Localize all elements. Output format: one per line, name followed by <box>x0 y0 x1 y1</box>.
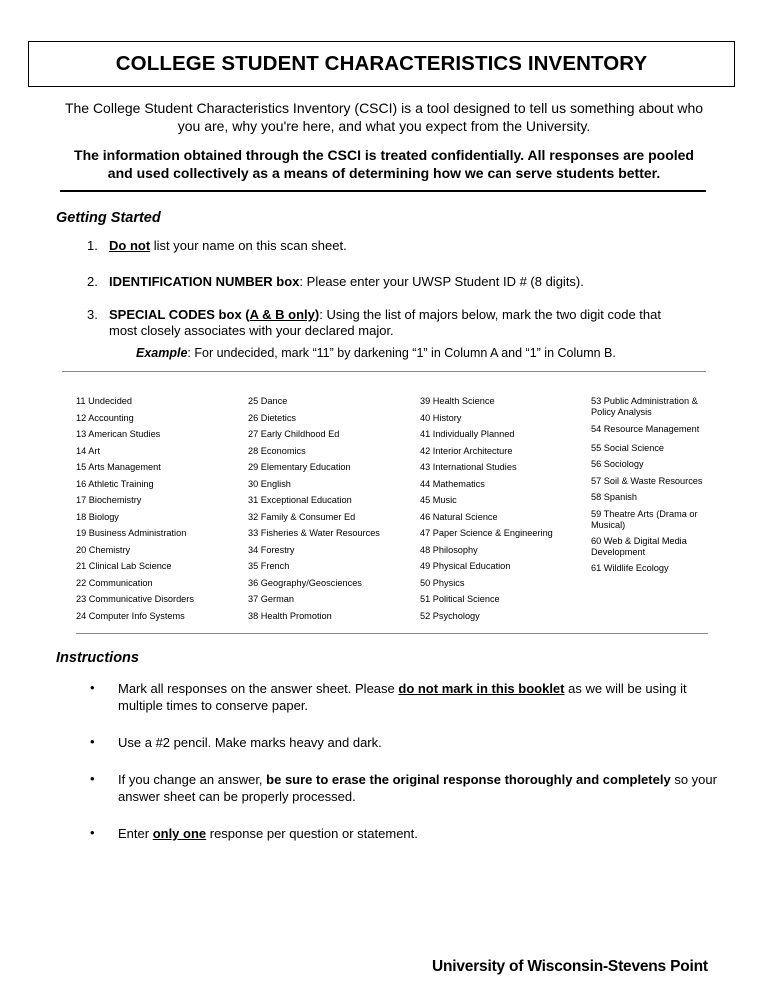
major-item: 14 Art <box>76 445 101 456</box>
major-item: 54 Resource Management <box>591 424 700 434</box>
major-item: 28 Economics <box>248 445 306 456</box>
bullet-1: • <box>90 680 95 695</box>
major-item: 19 Business Administration <box>76 528 187 538</box>
example-label: Example <box>136 346 188 360</box>
major-item: 23 Communicative Disorders <box>76 594 194 604</box>
major-item: 49 Physical Education <box>420 561 511 571</box>
step-emphasis: Do not <box>109 238 151 253</box>
example-note <box>136 346 616 360</box>
major-item: 53 Public Administration & Policy Analysis <box>591 396 698 417</box>
major-item: 43 International Studies <box>420 462 517 472</box>
major-item: 36 Geography/Geosciences <box>248 577 362 588</box>
major-item: 20 Chemistry <box>76 544 131 555</box>
confidentiality-notice: The information obtained through the CSCI is treated confidentially. All responses are pooled and used collectively as a means of determining how we can serve students better. <box>74 147 694 181</box>
major-item: 41 Individually Planned <box>420 429 515 439</box>
major-item: 13 American Studies <box>76 429 161 439</box>
major-item: 32 Family & Consumer Ed <box>248 511 356 522</box>
major-item: 50 Physics <box>420 577 465 588</box>
step-text: : Please enter your UWSP Student ID # (8 digits). <box>299 274 584 289</box>
major-item: 35 French <box>248 561 290 571</box>
instruction-2: Use a #2 pencil. Make marks heavy and dark. <box>118 735 382 750</box>
major-item: 58 Spanish <box>591 492 637 502</box>
step-emphasis: IDENTIFICATION NUMBER box <box>109 274 300 289</box>
major-item: 27 Early Childhood Ed <box>248 429 340 439</box>
major-item: 25 Dance <box>248 396 288 406</box>
step-text: list your name on this scan sheet. <box>150 238 347 253</box>
major-item: 15 Arts Management <box>76 462 161 472</box>
document-title: COLLEGE STUDENT CHARACTERISTICS INVENTORY <box>28 41 735 87</box>
major-item: 42 Interior Architecture <box>420 445 513 456</box>
majors-bottom-rule <box>76 633 708 634</box>
major-item: 29 Elementary Education <box>248 462 351 472</box>
instruction-emphasis: only one <box>152 826 207 841</box>
major-item: 12 Accounting <box>76 412 134 423</box>
major-item: 61 Wildlife Ecology <box>591 563 669 573</box>
step-emphasis: SPECIAL CODES box ( <box>109 307 250 322</box>
major-item: 57 Soil & Waste Resources <box>591 476 703 486</box>
step-emphasis-underlined: A & B only <box>249 307 315 322</box>
step-number: 2. <box>87 274 98 289</box>
major-item: 56 Sociology <box>591 459 644 469</box>
instruction-emphasis: be sure to erase the original response thoroughly and completely <box>266 772 671 787</box>
example-text: : For undecided, mark “11” by darkening “1” in Column A and “1” in Column B. <box>187 346 616 360</box>
major-item: 33 Fisheries & Water Resources <box>248 528 380 538</box>
intro-paragraph: The College Student Characteristics Inventory (CSCI) is a tool designed to tell us something about who you are, why you're here, and what you expect from the University. <box>64 100 704 134</box>
major-item: 22 Communication <box>76 577 153 588</box>
major-item: 38 Health Promotion <box>248 610 332 621</box>
step-number: 1. <box>87 238 98 253</box>
major-item: 24 Computer Info Systems <box>76 610 185 621</box>
getting-started-heading: Getting Started <box>56 210 161 226</box>
major-item: 55 Social Science <box>591 443 665 453</box>
step-number: 3. <box>87 307 98 322</box>
instruction-3: If you change an answer, be sure to erase the original response thoroughly and completely so your answer sheet can be properly processed. <box>118 772 717 804</box>
instruction-4: Enter only one response per question or statement. <box>118 826 418 841</box>
major-item: 52 Psychology <box>420 610 480 621</box>
major-item: 60 Web & Digital Media Development <box>591 536 687 557</box>
major-item: 21 Clinical Lab Science <box>76 561 172 571</box>
majors-list <box>76 396 716 626</box>
bullet-2: • <box>90 734 95 749</box>
bullet-4: • <box>90 825 95 840</box>
instructions-heading: Instructions <box>56 650 139 666</box>
major-item: 40 History <box>420 412 462 423</box>
step-emphasis: ) <box>314 307 320 322</box>
divider-thick <box>60 190 706 192</box>
major-item: 34 Forestry <box>248 544 295 555</box>
bullet-3: • <box>90 771 95 786</box>
majors-top-rule <box>62 371 706 372</box>
major-item: 39 Health Science <box>420 396 495 406</box>
major-item: 46 Natural Science <box>420 511 498 522</box>
major-item: 44 Mathematics <box>420 478 485 489</box>
major-item: 26 Dietetics <box>248 412 297 423</box>
major-item: 18 Biology <box>76 511 119 522</box>
major-item: 17 Biochemistry <box>76 495 142 505</box>
university-logo-text: University of Wisconsin-Stevens Point <box>432 958 708 975</box>
major-item: 59 Theatre Arts (Drama or Musical) <box>591 509 698 530</box>
major-item: 51 Political Science <box>420 594 500 604</box>
instruction-1: Mark all responses on the answer sheet. Please do not mark in this booklet as we will be using it multiple times to conserve paper. <box>118 681 687 713</box>
instruction-emphasis: do not mark in this booklet <box>398 681 565 696</box>
major-item: 16 Athletic Training <box>76 478 154 489</box>
major-item: 47 Paper Science & Engineering <box>420 528 553 538</box>
major-item: 45 Music <box>420 495 457 505</box>
major-item: 30 English <box>248 478 291 489</box>
major-item: 48 Philosophy <box>420 544 478 555</box>
major-item: 37 German <box>248 594 294 604</box>
major-item: 31 Exceptional Education <box>248 495 352 505</box>
step-text: : Using the list of majors below, mark the two digit code that most closely associates with your declared major. <box>109 307 661 338</box>
major-item: 11 Undecided <box>76 396 133 406</box>
